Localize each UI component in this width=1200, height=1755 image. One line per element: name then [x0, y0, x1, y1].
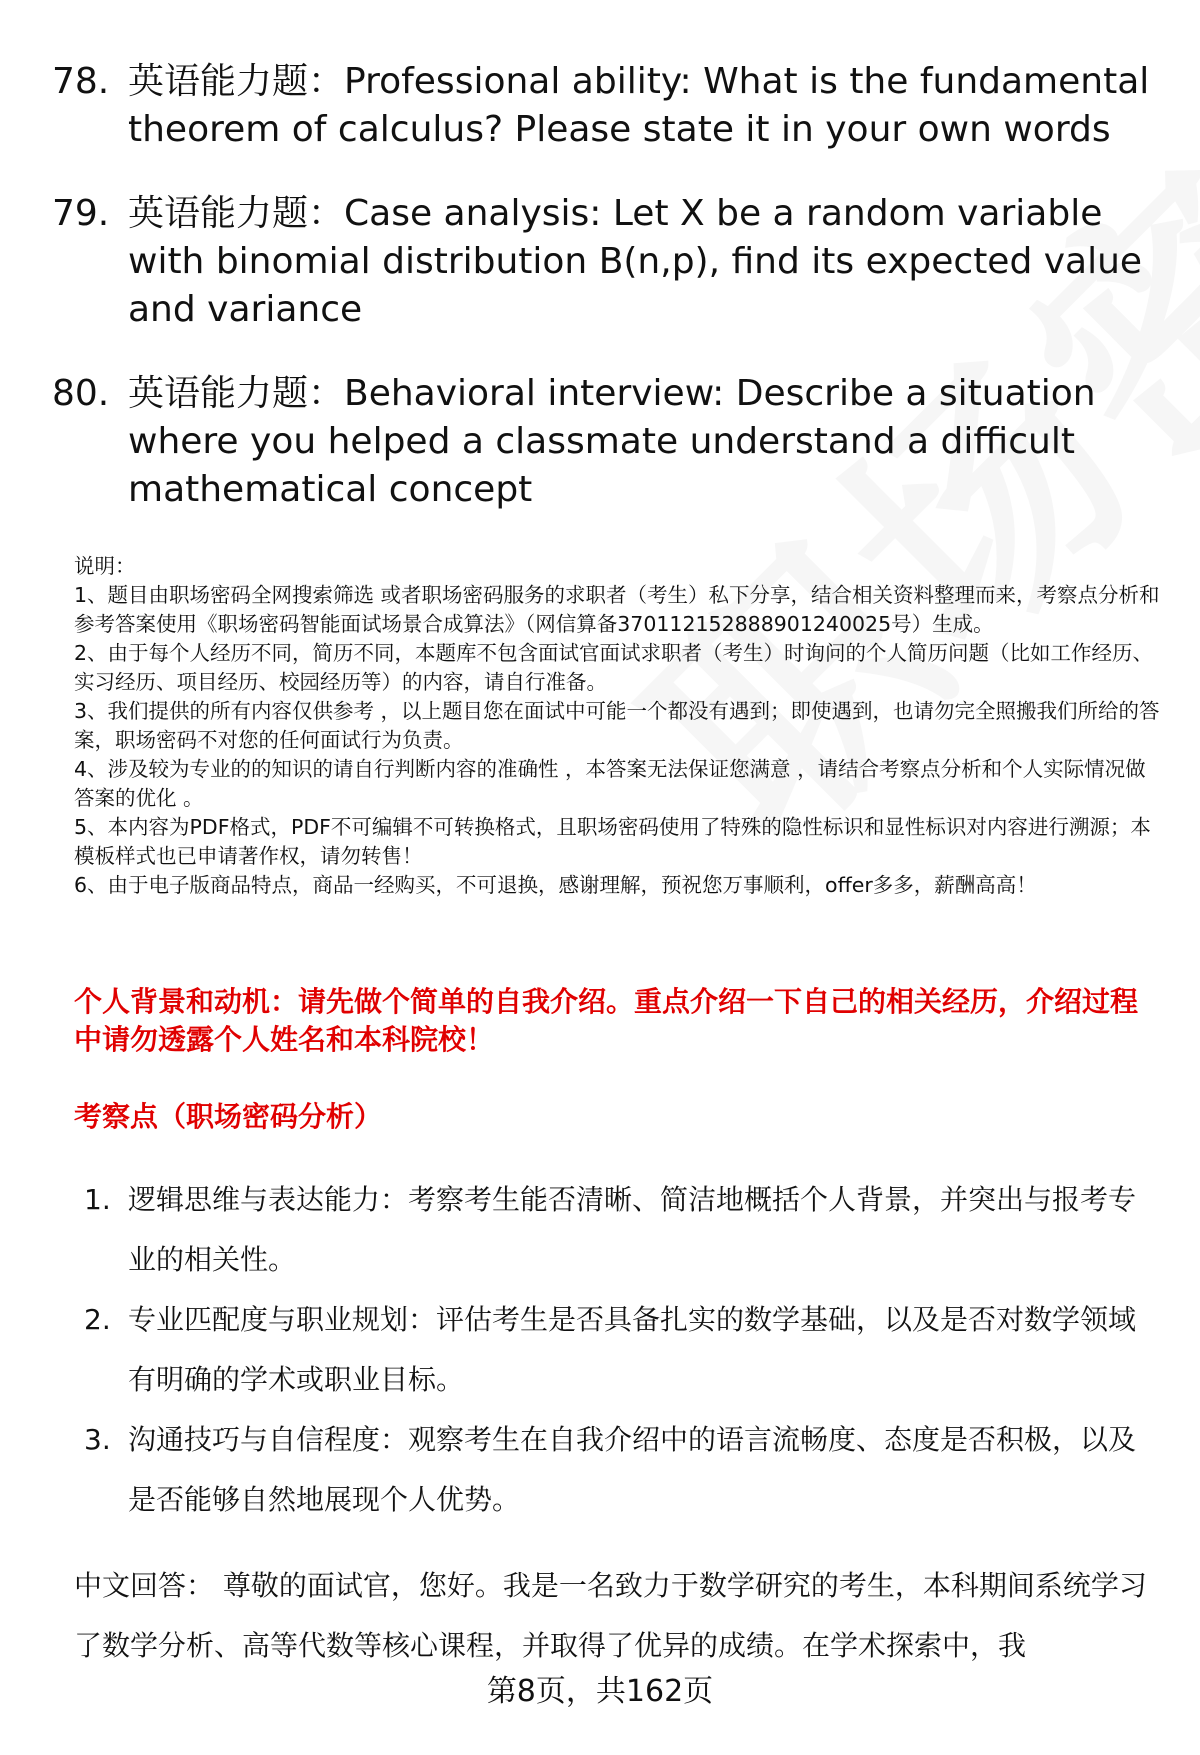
note-item: 3、我们提供的所有内容仅供参考 ，以上题目您在面试中可能一个都没有遇到；即使遇到，也请勿完全照搬我们所给的答案，职场密码不对您的任何面试行为负责。	[74, 699, 1160, 752]
question-number: 79.	[52, 193, 110, 234]
answer-text: 中文回答： 尊敬的面试官，您好。我是一名致力于数学研究的考生，本科期间系统学习了数学分析、高等代数等核心课程，并取得了优异的成绩。在学术探索中，我	[74, 1569, 1147, 1662]
question-list	[52, 58, 1162, 550]
exam-point-text: 逻辑思维与表达能力：考察考生能否清晰、简洁地概括个人背景，并突出与报考专业的相关性。	[128, 1183, 1137, 1276]
exam-point	[84, 1170, 1154, 1290]
question-item	[52, 370, 1162, 514]
question-item	[52, 190, 1162, 334]
exam-point-number: 2.	[84, 1303, 111, 1336]
question-number: 78.	[52, 61, 110, 102]
exam-point	[84, 1290, 1154, 1410]
note-item: 6、由于电子版商品特点，商品一经购买，不可退换，感谢理解，预祝您万事顺利，offer多多，薪酬高高！	[74, 873, 1037, 897]
note-item: 5、本内容为PDF格式，PDF不可编辑不可转换格式，且职场密码使用了特殊的隐性标识和显性标识对内容进行溯源；本模板样式也已申请著作权，请勿转售！	[74, 815, 1151, 868]
exam-point-text: 专业匹配度与职业规划：评估考生是否具备扎实的数学基础，以及是否对数学领域有明确的学术或职业目标。	[128, 1303, 1137, 1396]
notes-title: 说明：	[74, 554, 136, 578]
page-footer: 第8页，共162页	[486, 1674, 714, 1709]
note-item: 2、由于每个人经历不同，简历不同，本题库不包含面试官面试求职者（考生）时询问的个人简历问题（比如工作经历、实习经历、项目经历、校园经历等）的内容，请自行准备。	[74, 641, 1154, 694]
note-item: 1、题目由职场密码全网搜索筛选 或者职场密码服务的求职者（考生）私下分享，结合相关资料整理而来，考察点分析和参考答案使用《职场密码智能面试场景合成算法》（网信算备370112152888901240025号）生成。	[74, 583, 1160, 636]
question-item	[52, 58, 1162, 154]
note-item: 4、涉及较为专业的的知识的请自行判断内容的准确性 ，本答案无法保证您满意 ，请结合考察点分析和个人实际情况做答案的优化 。	[74, 757, 1146, 810]
exam-point-list	[84, 1170, 1154, 1530]
exam-point	[84, 1410, 1154, 1530]
question-text: 英语能力题：Case analysis: Let X be a random variable with binomial distribution B(n,p), find its expected value and variance	[128, 193, 1143, 330]
exam-heading: 考察点（职场密码分析）	[74, 1100, 383, 1133]
exam-point-number: 3.	[84, 1423, 111, 1456]
question-text: 英语能力题：Professional ability: What is the fundamental theorem of calculus? Please state it in your own words	[128, 61, 1150, 150]
notes-section	[74, 552, 1164, 900]
exam-point-text: 沟通技巧与自信程度：观察考生在自我介绍中的语言流畅度、态度是否积极，以及是否能够自然地展现个人优势。	[128, 1423, 1137, 1516]
exam-point-number: 1.	[84, 1183, 111, 1216]
question-number: 80.	[52, 373, 110, 414]
question-text: 英语能力题：Behavioral interview: Describe a situation where you helped a classmate understand a difficult mathematical concept	[128, 373, 1096, 510]
personal-question: 个人背景和动机：请先做个简单的自我介绍。重点介绍一下自己的相关经历，介绍过程中请勿透露个人姓名和本科院校！	[74, 985, 1139, 1056]
